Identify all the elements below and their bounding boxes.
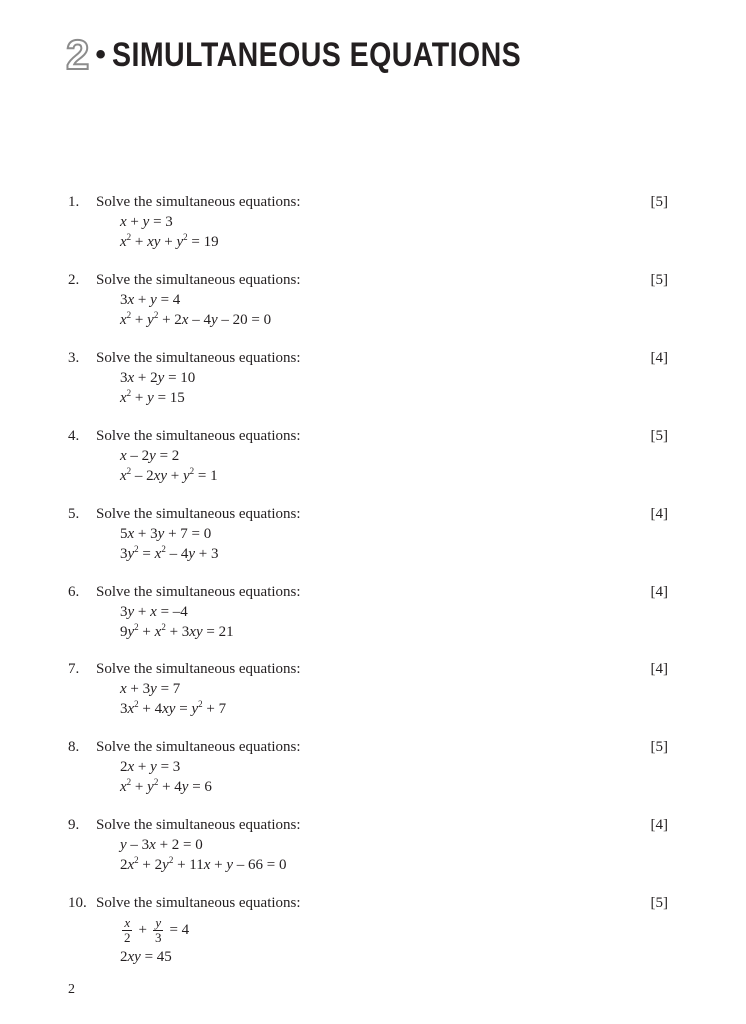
question-marks: [4]	[650, 350, 668, 366]
equation-1: x + 3y = 7	[120, 681, 181, 697]
equation-1: 3x + y = 4	[120, 292, 181, 308]
question-prompt: Solve the simultaneous equations:	[96, 428, 301, 444]
equation-2: $x^2 + y^2 + 4y = 6$	[120, 777, 212, 795]
question-10	[68, 893, 668, 967]
equation-2: $3y^2 = x^2 - 4y + 3$	[120, 544, 219, 562]
question-marks: [4]	[650, 661, 668, 677]
equation-1: x + y = 3	[120, 214, 173, 230]
chapter-bullet: •	[95, 38, 106, 71]
fraction-x-over-2: $\frac{x}{2}$	[124, 914, 131, 945]
question-prompt: Solve the simultaneous equations:	[96, 661, 301, 677]
question-9	[68, 815, 668, 875]
fraction-y-over-3: $\frac{y}{3}$	[154, 914, 162, 945]
equation-2: $x^2$ + xy + $y^2 = 19$	[120, 232, 219, 250]
question-number: 3.	[68, 350, 80, 366]
question-prompt: Solve the simultaneous equations:	[96, 350, 301, 366]
question-marks: [5]	[650, 428, 668, 444]
equation-2: 2xy = 45	[120, 949, 172, 965]
question-number: 6.	[68, 584, 80, 600]
question-marks: [5]	[650, 194, 668, 210]
question-2	[68, 270, 668, 330]
question-number: 7.	[68, 661, 80, 677]
question-prompt: Solve the simultaneous equations:	[96, 739, 301, 755]
question-6	[68, 582, 668, 642]
question-number: 8.	[68, 739, 80, 755]
equation-1: 3y + x = –4	[120, 604, 188, 620]
chapter-title: SIMULTANEOUS EQUATIONS	[111, 35, 521, 74]
page-number: 2	[68, 982, 75, 997]
question-4	[68, 426, 668, 486]
question-number: 1.	[68, 194, 80, 210]
question-number: 10.	[68, 895, 87, 911]
question-marks: [4]	[650, 817, 668, 833]
equation-2: $x^2 + y^2 + 2x - 4y - 20 = 0$	[120, 310, 272, 328]
question-prompt: Solve the simultaneous equations:	[96, 194, 301, 210]
equation-2: $9y^2 + x^2 + 3xy = 21$	[120, 622, 234, 640]
question-7	[68, 659, 668, 719]
question-prompt: Solve the simultaneous equations:	[96, 817, 301, 833]
question-marks: [5]	[650, 895, 668, 911]
equation-1: y – 3x + 2 = 0	[120, 837, 203, 853]
question-3	[68, 348, 668, 408]
question-marks: [4]	[650, 506, 668, 522]
question-number: 4.	[68, 428, 80, 444]
question-prompt: Solve the simultaneous equations:	[96, 506, 301, 522]
question-prompt: Solve the simultaneous equations:	[96, 895, 301, 911]
equation-2: $x^2 + y = 15$	[120, 388, 185, 406]
question-1	[68, 192, 668, 252]
question-8	[68, 737, 668, 797]
equation-1: 2x + y = 3	[120, 759, 181, 775]
question-number: 9.	[68, 817, 80, 833]
equation-2: $2x^2 + 2y^2 + 11x + y - 66 = 0$	[120, 855, 287, 873]
chapter-heading	[66, 31, 599, 78]
equation-1: $\frac{x}{2}$ + $\frac{y}{3}$ = 4	[124, 914, 190, 945]
question-number: 5.	[68, 506, 80, 522]
equation-1: 5x + 3y + 7 = 0	[120, 526, 212, 542]
equation-1: x – 2y = 2	[120, 448, 180, 464]
question-number: 2.	[68, 272, 80, 288]
question-5	[68, 504, 668, 564]
equation-1: 3x + 2y = 10	[120, 370, 196, 386]
question-marks: [5]	[650, 272, 668, 288]
question-prompt: Solve the simultaneous equations:	[96, 584, 301, 600]
question-marks: [4]	[650, 584, 668, 600]
question-marks: [5]	[650, 739, 668, 755]
chapter-number: 2	[66, 31, 90, 78]
equation-2: $3x^2 + 4xy = y^2 + 7$	[120, 699, 227, 717]
equation-2: $x^2 - 2xy + y^2 = 1$	[120, 466, 218, 484]
question-prompt: Solve the simultaneous equations:	[96, 272, 301, 288]
